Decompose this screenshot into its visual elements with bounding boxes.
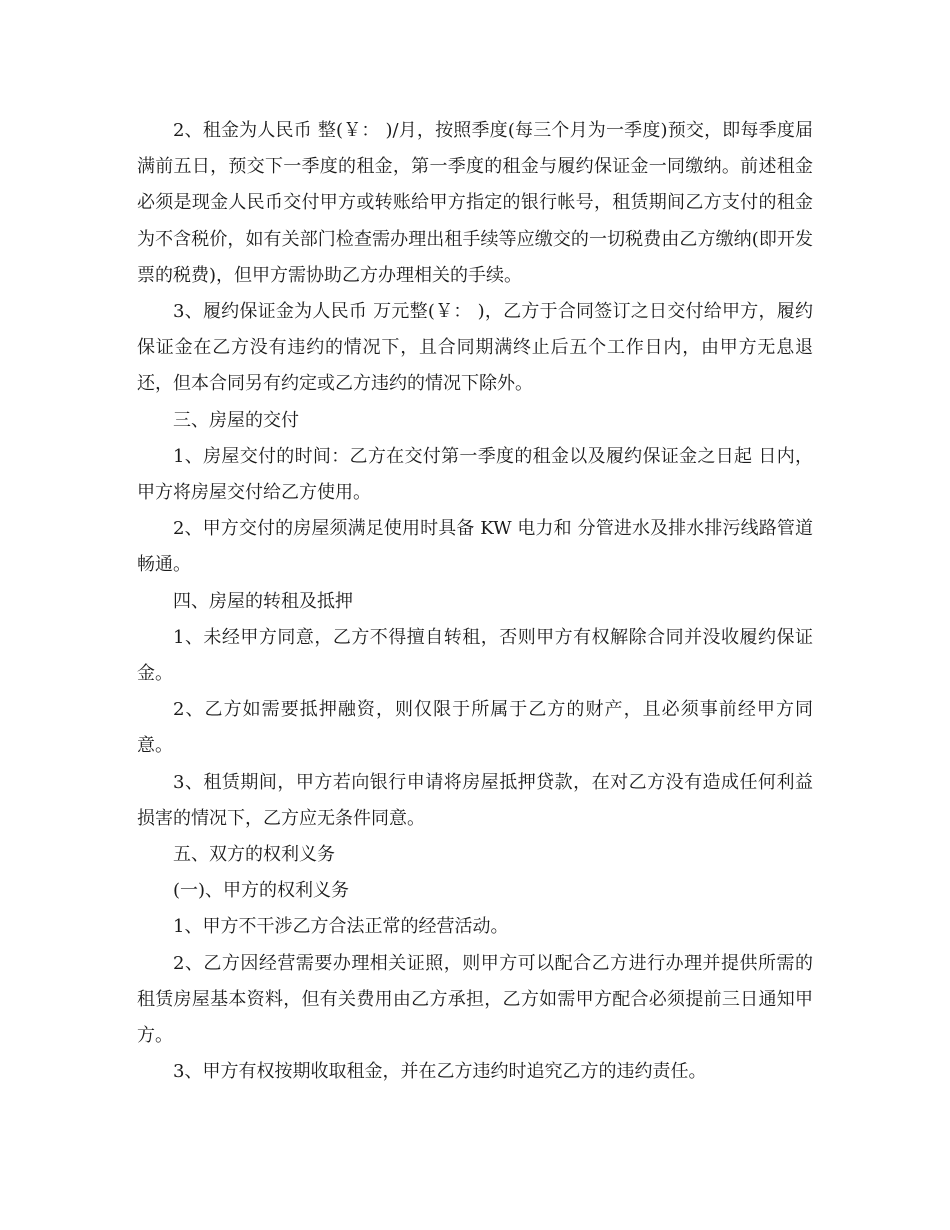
section-heading-delivery: 三、房屋的交付 xyxy=(173,409,299,431)
paragraph-rent: 2、租金为人民币 整(￥： )/月，按照季度(每三个月为一季度)预交，即每季度届满前五日，预交下一季度的租金，第一季度的租金与履约保证金一同缴纳。前述租金必须是现金人民币交付甲方或转账给甲方指定的银行帐号，租赁期间乙方支付的租金为不含税价，如有关部门检查需办理出租手续等应缴交的一切税费由乙方缴纳(即开发票的税费)，但甲方需协助乙方办理相关的手续。 xyxy=(137,120,813,286)
subsection-heading-party-a: (一)、甲方的权利义务 xyxy=(173,880,350,902)
section-heading-rights: 五、双方的权利义务 xyxy=(173,844,335,866)
section-heading-sublease: 四、房屋的转租及抵押 xyxy=(173,590,353,612)
paragraph-licenses: 2、乙方因经营需要办理相关证照，则甲方可以配合乙方进行办理并提供所需的租赁房屋基本资料，但有关费用由乙方承担，乙方如需甲方配合必须提前三日通知甲方。 xyxy=(137,952,813,1047)
document-body xyxy=(137,113,813,1090)
paragraph-deposit: 3、履约保证金为人民币 万元整(￥： )，乙方于合同签订之日交付给甲方，履约保证金在乙方没有违约的情况下，且合同期满终止后五个工作日内，由甲方无息退还，但本合同另有约定或乙方违约的情况下除外。 xyxy=(137,301,813,395)
paragraph-delivery-conditions: 2、甲方交付的房屋须满足使用时具备 KW 电力和 分管进水及排水排污线路管道畅通。 xyxy=(137,518,813,576)
paragraph-collect-rent: 3、甲方有权按期收取租金，并在乙方违约时追究乙方的违约责任。 xyxy=(173,1061,707,1083)
paragraph-delivery-time: 1、房屋交付的时间：乙方在交付第一季度的租金以及履约保证金之日起 日内，甲方将房屋交付给乙方使用。 xyxy=(137,445,813,504)
paragraph-bank-mortgage: 3、租赁期间，甲方若向银行申请将房屋抵押贷款，在对乙方没有造成任何利益损害的情况下，乙方应无条件同意。 xyxy=(137,771,813,829)
paragraph-no-sublease: 1、未经甲方同意，乙方不得擅自转租，否则甲方有权解除合同并没收履约保证金。 xyxy=(137,626,813,685)
paragraph-no-interference: 1、甲方不干涉乙方合法正常的经营活动。 xyxy=(173,916,509,938)
paragraph-mortgage-financing: 2、乙方如需要抵押融资，则仅限于所属于乙方的财产，且必须事前经甲方同意。 xyxy=(137,699,813,757)
